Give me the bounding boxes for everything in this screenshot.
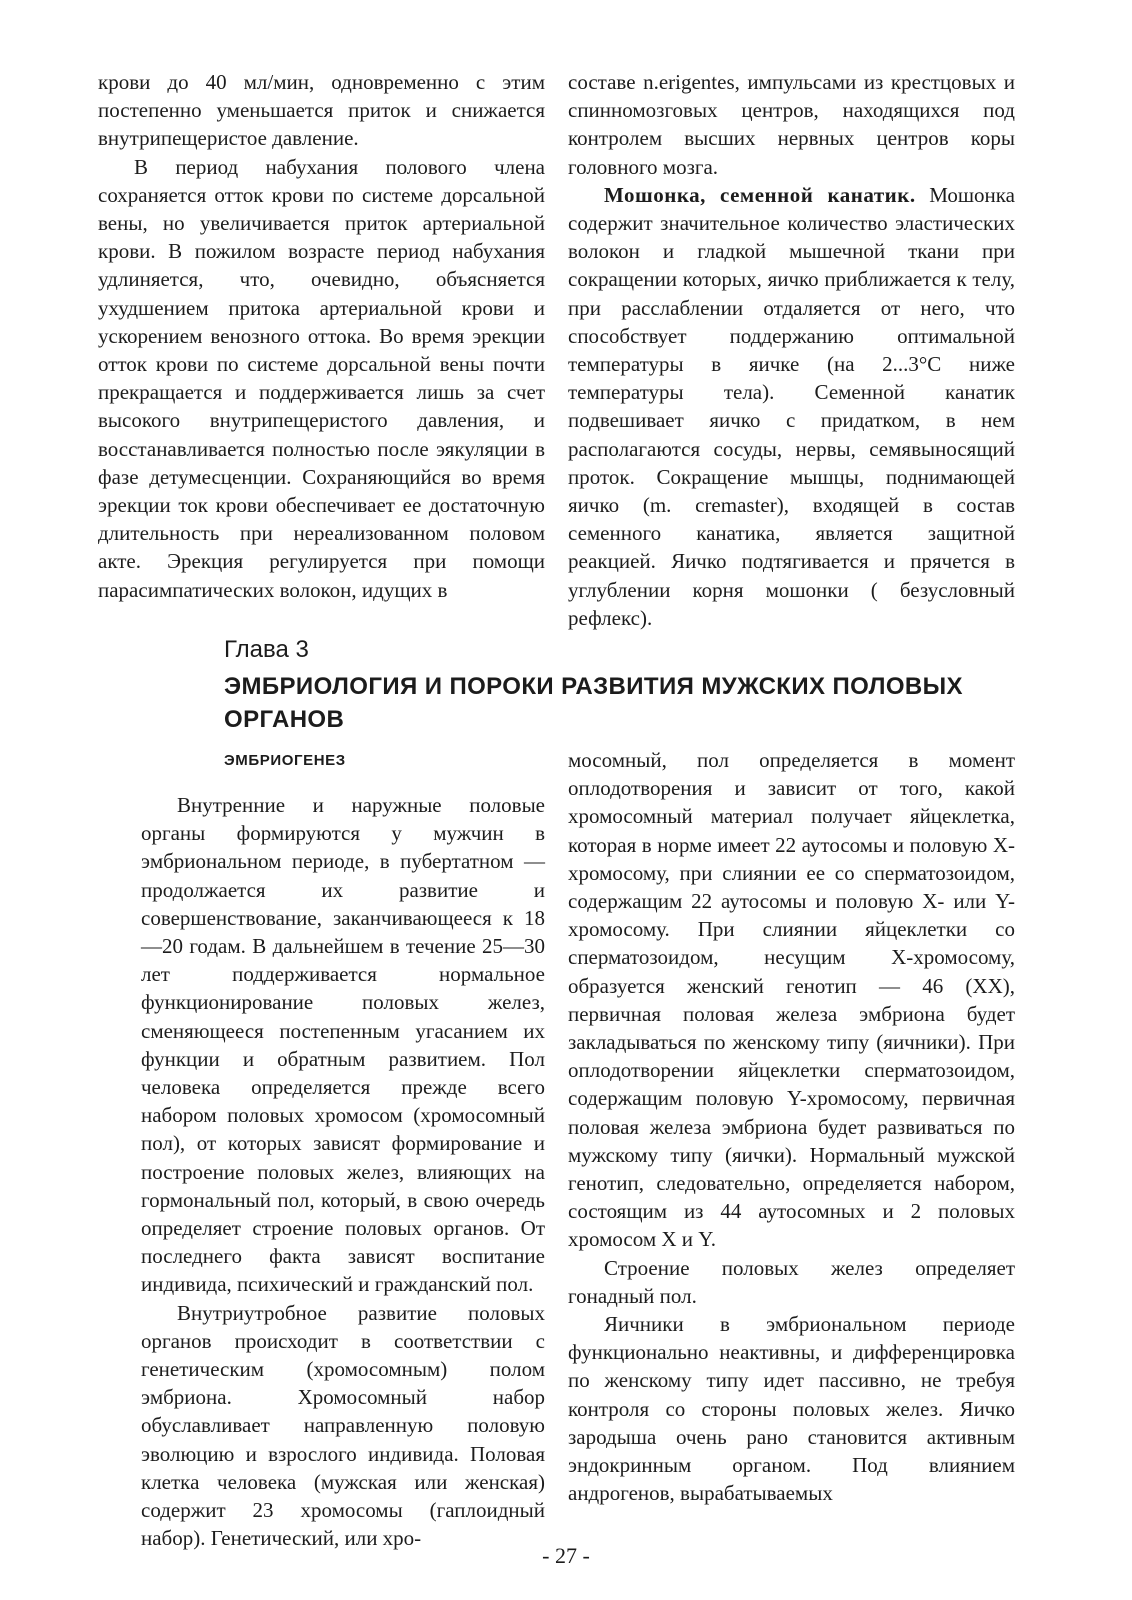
paragraph: Внутриутробное развитие половых органов происходит в соответствии с генетическим (хромосомным) полом эмбриона. Хромосомный набор обуславливает направленную половую эволюцию и взрослого индивида. Половая клетка человека (мужская или женская) содержит 23 хромосомы (гаплоидный набор). Генетический, или хро-	[141, 1300, 545, 1551]
paragraph: мосомный, пол определяется в момент оплодотворения и зависит от того, какой хромосомный материал получает яйцеклетка, которая в норме имеет 22 аутосомы и половую Х-хромосому, при слиянии ее со сперматозоидом, содержащим 22 аутосомы и половую Х- или Y-хромосому. При слиянии яйцеклетки со сперматозоидом, несущим Х-хромосому, образуется женский генотип — 46 (XX), первичная половая железа эмбриона будет закладываться по женскому типу (яичники). При оплодотворении яйцеклетки сперматозоидом, содержащим половую Y-хромосому, первичная половая железа эмбриона будет развиваться по мужскому типу (яички). Нормальный мужской генотип, следовательно, определяется набором, состоящим из 44 аутосомных и 2 половых хромосом X и Y.	[568, 748, 1015, 1252]
paragraph: Яичники в эмбриональном периоде функционально неактивны, и дифференцировка по женскому типу идет пассивно, не требуя контроля со стороны половых желез. Яичко зародыша очень рано становится активным эндокринным органом. Под влиянием андрогенов, вырабатываемых	[568, 1312, 1015, 1506]
scrotum-subheading: Мошонка, семенной канатик.	[604, 182, 916, 207]
page-number: - 27 -	[542, 1543, 590, 1568]
section-title: ЭМБРИОГЕНЕЗ	[224, 752, 346, 769]
paragraph: В период набухания полового члена сохраняется отток крови по системе дорсальной вены, но увеличивается приток артериальной крови. В пожилом возрасте период набухания удлиняется, что, очевидно, объясняется ухудшением притока артериальной крови и ускорением венозного оттока. Во время эрекции отток крови по системе дорсальной вены почти прекращается и поддерживается лишь за счет высокого внутрипещеристого давления, и восстанавливается полностью после эякуляции в фазе детумесценции. Сохраняющийся во время эрекции ток крови обеспечивает ее достаточную длительность при нереализованном половом акте. Эрекция регулируется при помощи парасимпатических волокон, идущих в	[98, 154, 545, 602]
paragraph: Внутренние и наружные половые органы формируются у мужчин в эмбриональном периоде, в пубертатном — продолжается их развитие и совершенствование, заканчивающееся к 18—20 годам. В дальнейшем в течение 25—30 лет поддерживается нормальное функционирование половых желез, сменяющееся постепенным угасанием их функции и обратным развитием. Пол человека определяется прежде всего набором половых хромосом (хромосомный пол), от которых зависят формирование и построение половых желез, влияющих на гормональный пол, который, в свою очередь определяет строение половых органов. От последнего факта зависят воспитание индивида, психический и гражданский пол.	[141, 793, 545, 1297]
bottom-right-column	[568, 746, 1015, 1507]
paragraph-text: Мошонка содержит значительное количество эластических волокон и гладкой мышечной ткани при сокращении которых, яичко приближается к телу, при расслаблении отдаляется от него, что способствует поддержанию оптимальной температуры в яичке (на 2...3°С ниже температуры тела). Семенной канатик подвешивает яичко с придатком, в нем располагаются сосуды, нервы, семявыносящий проток. Сокращение мышцы, поднимающей яичко (m. cremaster), входящей в состав семенного канатика, является защитной реакцией. Яичко подтягивается и прячется в углублении корня мошонки ( безусловный рефлекс).	[568, 182, 1015, 630]
chapter-label: Глава 3	[224, 636, 309, 663]
top-right-column	[568, 68, 1015, 632]
paragraph: составе n.erigentes, импульсами из крестцовых и спинномозговых центров, находящихся под контролем высших нервных центров коры головного мозга.	[568, 70, 1015, 179]
top-left-column	[98, 68, 545, 604]
paragraph: Строение половых желез определяет гонадный пол.	[568, 1255, 1015, 1308]
bottom-left-column	[141, 791, 545, 1552]
paragraph: крови до 40 мл/мин, одновременно с этим постепенно уменьшается приток и снижается внутрипещеристое давление.	[98, 70, 545, 151]
paragraph	[568, 181, 1015, 632]
chapter-title: ЭМБРИОЛОГИЯ И ПОРОКИ РАЗВИТИЯ МУЖСКИХ ПОЛОВЫХ ОРГАНОВ	[224, 673, 963, 733]
